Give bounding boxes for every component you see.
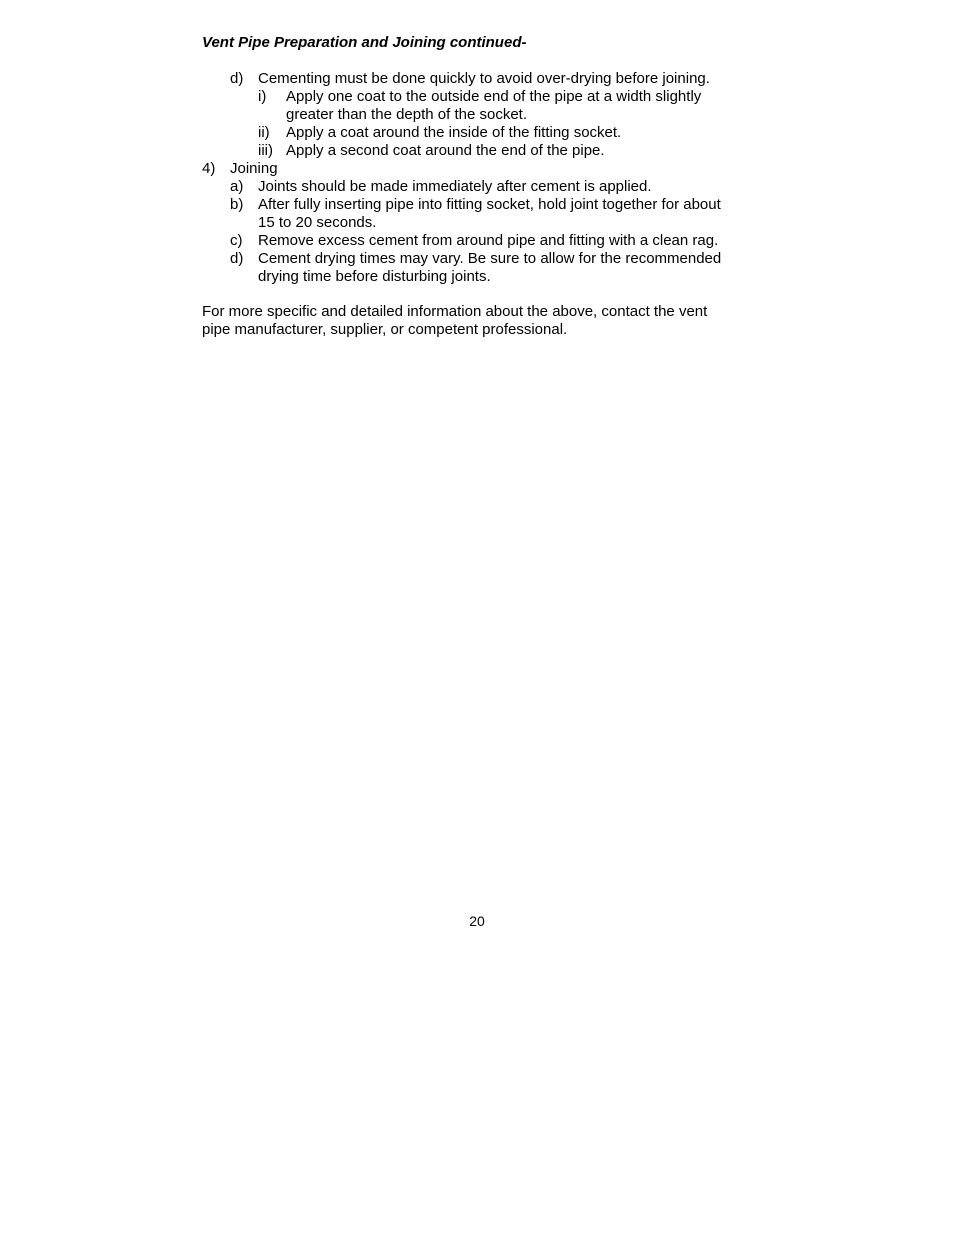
list-item-text: Joints should be made immediately after cement is applied. [258, 178, 652, 195]
list-item-line: Cement drying times may vary. Be sure to allow for the recommended [258, 250, 722, 267]
list-item-text: Apply a second coat around the end of the pipe. [286, 142, 605, 159]
list-marker: d) [230, 70, 244, 87]
list-item-text: Cementing must be done quickly to avoid over-drying before joining. [258, 70, 710, 87]
list-marker: b) [230, 196, 244, 213]
list-item-line: drying time before disturbing joints. [258, 268, 491, 285]
page-title: Vent Pipe Preparation and Joining continued- [202, 34, 527, 51]
list-item-line: greater than the depth of the socket. [286, 106, 527, 123]
list-marker: d) [230, 250, 244, 267]
list-marker: 4) [202, 160, 216, 177]
list-marker: iii) [258, 142, 273, 159]
paragraph-line: For more specific and detailed information about the above, contact the vent [202, 303, 708, 320]
list-marker: i) [258, 88, 267, 105]
page-number: 20 [469, 913, 485, 929]
closing-paragraph [202, 303, 707, 339]
list-marker: ii) [258, 124, 270, 141]
list-item-text [258, 196, 721, 232]
list-marker: c) [230, 232, 243, 249]
list-item-text [286, 88, 701, 124]
section-heading-text: Joining [230, 160, 278, 177]
list-item-text [258, 250, 721, 286]
list-item-text: Remove excess cement from around pipe and fitting with a clean rag. [258, 232, 719, 249]
list-item-line: After fully inserting pipe into fitting socket, hold joint together for about [258, 196, 721, 213]
list-item-line: Apply one coat to the outside end of the pipe at a width slightly [286, 88, 702, 105]
list-item-text: Apply a coat around the inside of the fitting socket. [286, 124, 622, 141]
paragraph-line: pipe manufacturer, supplier, or competent professional. [202, 321, 568, 338]
list-marker: a) [230, 178, 244, 195]
list-item-line: 15 to 20 seconds. [258, 214, 377, 231]
